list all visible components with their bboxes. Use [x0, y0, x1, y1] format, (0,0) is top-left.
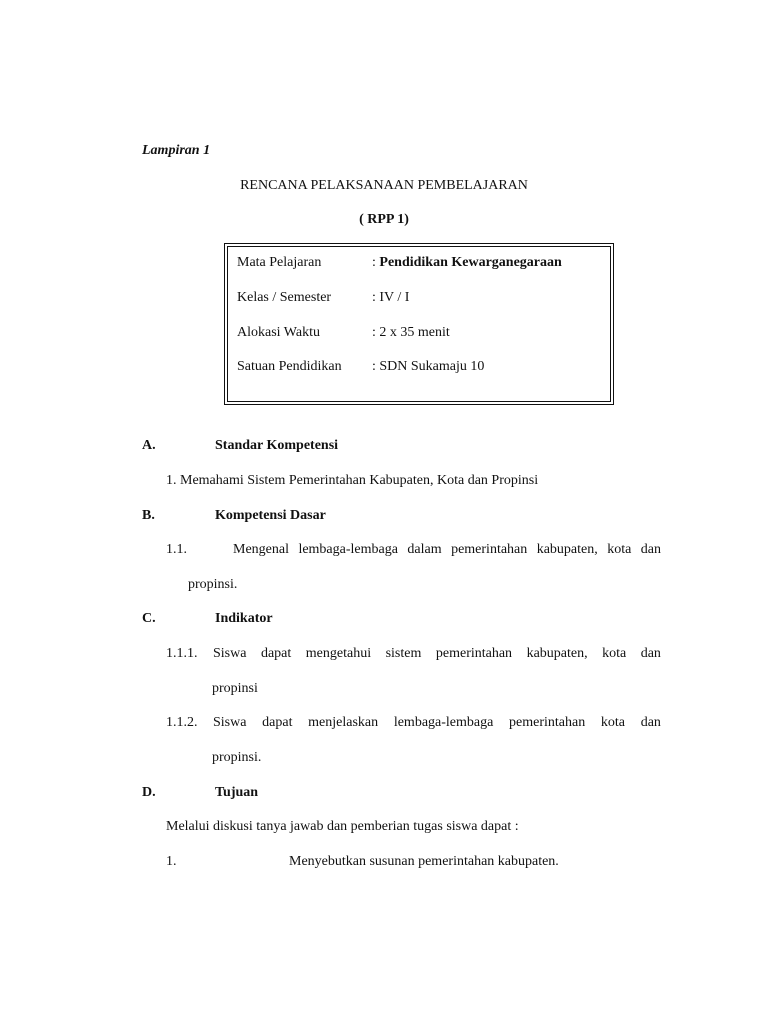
info-value-text: SDN Sukamaju 10	[379, 359, 485, 374]
lampiran-label: Lampiran 1	[142, 143, 211, 158]
info-value-school	[372, 358, 484, 376]
word: Siswa	[213, 646, 247, 661]
section-b-line	[233, 541, 661, 559]
indicator-1-cont: propinsi	[212, 681, 258, 696]
word: pemerintahan	[509, 715, 586, 730]
word: dapat	[260, 646, 292, 661]
section-b-cont: propinsi.	[188, 577, 238, 592]
word: menjelaskan	[308, 715, 379, 730]
word: lembaga-lembaga	[393, 715, 494, 730]
section-b-num: 1.1.	[166, 542, 187, 557]
info-box-inner	[227, 246, 611, 402]
indicator-2-line	[213, 714, 661, 732]
section-a-item: 1. Memahami Sistem Pemerintahan Kabupaten, Kota dan Propinsi	[166, 473, 539, 488]
document-subtitle: ( RPP 1)	[359, 212, 409, 227]
info-value-text: 2 x 35 menit	[379, 325, 450, 340]
info-sep: :	[372, 255, 380, 270]
word: dan	[640, 542, 661, 557]
section-a-letter: A.	[142, 438, 156, 453]
info-label-time: Alokasi Waktu	[237, 325, 320, 340]
info-value-text: Pendidikan Kewarganegaraan	[379, 255, 562, 270]
info-label-subject: Mata Pelajaran	[237, 255, 322, 270]
section-d-num: 1.	[166, 854, 177, 869]
info-value-class	[372, 289, 409, 307]
word: kota	[607, 542, 632, 557]
section-b-letter: B.	[142, 508, 155, 523]
indicator-2-num: 1.1.2.	[166, 715, 198, 730]
info-sep: :	[372, 359, 380, 374]
word: dapat	[262, 715, 293, 730]
word: kota	[602, 646, 627, 661]
word: dan	[640, 646, 661, 661]
section-d-letter: D.	[142, 785, 156, 800]
word: kabupaten,	[536, 542, 598, 557]
info-label-school: Satuan Pendidikan	[237, 359, 342, 374]
indicator-1-line	[213, 645, 661, 663]
word: dalam	[407, 542, 442, 557]
word: Mengenal	[233, 542, 289, 557]
info-sep: :	[372, 290, 380, 305]
document-title: RENCANA PELAKSANAAN PEMBELAJARAN	[240, 178, 528, 193]
indicator-2-cont: propinsi.	[212, 750, 262, 765]
word: mengetahui	[305, 646, 372, 661]
section-c-heading: Indikator	[215, 611, 273, 626]
section-a-heading: Standar Kompetensi	[215, 438, 339, 453]
section-b-heading: Kompetensi Dasar	[215, 508, 326, 523]
section-c-letter: C.	[142, 611, 156, 626]
section-d-intro: Melalui diskusi tanya jawab dan pemberian tugas siswa dapat :	[166, 819, 519, 834]
word: sistem	[385, 646, 422, 661]
info-value-time	[372, 324, 450, 342]
word: Siswa	[213, 715, 247, 730]
word: pemerintahan	[435, 646, 513, 661]
section-d-heading: Tujuan	[215, 785, 259, 800]
info-label-class: Kelas / Semester	[237, 290, 332, 305]
info-value-text: IV / I	[379, 290, 410, 305]
word: lembaga-lembaga	[298, 542, 398, 557]
word: pemerintahan	[451, 542, 528, 557]
word: dan	[640, 715, 661, 730]
info-value-subject	[372, 254, 562, 272]
indicator-1-num: 1.1.1.	[166, 646, 198, 661]
word: kota	[600, 715, 626, 730]
info-sep: :	[372, 325, 380, 340]
section-d-item: Menyebutkan susunan pemerintahan kabupaten.	[289, 854, 559, 869]
word: kabupaten,	[526, 646, 588, 661]
info-box	[224, 243, 614, 405]
